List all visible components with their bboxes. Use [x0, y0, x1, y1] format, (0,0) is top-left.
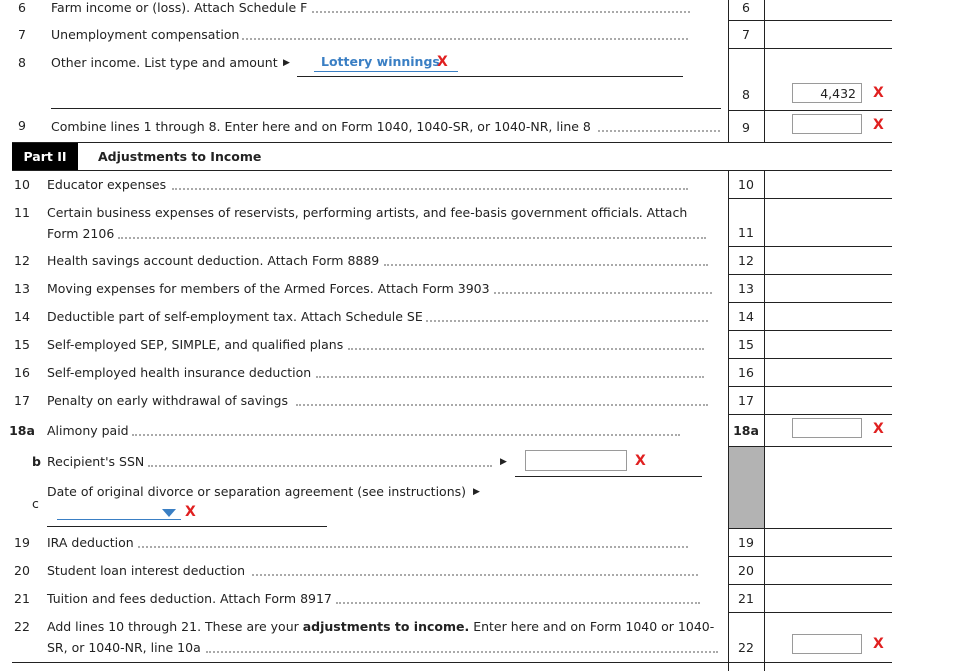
line-6-box: 6: [742, 0, 750, 15]
line-10-number: 10: [14, 177, 30, 192]
error-x-icon: X: [873, 636, 884, 652]
line-9-label: Combine lines 1 through 8. Enter here and on Form 1040, 1040-SR, or 1040-NR, line 8: [51, 119, 591, 134]
line-22-box: 22: [738, 640, 754, 655]
divider: [728, 274, 892, 275]
recipient-ssn-input[interactable]: [525, 450, 627, 471]
leader-dots: [118, 237, 706, 239]
line-11-box: 11: [738, 225, 754, 240]
divider: [728, 48, 892, 49]
line-13-number: 13: [14, 281, 30, 296]
divider: [728, 358, 892, 359]
line-15-box: 15: [738, 337, 754, 352]
line-12-box: 12: [738, 253, 754, 268]
divider: [728, 584, 892, 585]
line-17-number: 17: [14, 393, 30, 408]
part-divider: [12, 170, 892, 171]
leader-dots: [494, 292, 712, 294]
line-21-number: 21: [14, 591, 30, 606]
error-x-icon: X: [873, 117, 884, 133]
line-17-box: 17: [738, 393, 754, 408]
line-11-label: Certain business expenses of reservists, performing artists, and fee-basis government officials. Attach: [47, 205, 688, 220]
line-14-number: 14: [14, 309, 30, 324]
part-divider: [12, 142, 892, 143]
line-19-label: IRA deduction: [47, 535, 134, 550]
line-13-box: 13: [738, 281, 754, 296]
shaded-box: [729, 447, 764, 528]
line-14-label: Deductible part of self-employment tax. Attach Schedule SE: [47, 309, 423, 324]
line-21-box: 21: [738, 591, 754, 606]
ssn-underline: [515, 476, 702, 477]
error-x-icon: X: [873, 421, 884, 437]
line-17-label: Penalty on early withdrawal of savings: [47, 393, 289, 408]
line-14-box: 14: [738, 309, 754, 324]
line-15-label: Self-employed SEP, SIMPLE, and qualified plans: [47, 337, 344, 352]
line-20-number: 20: [14, 563, 30, 578]
line-8-label: Other income. List type and amount: [51, 55, 278, 70]
leader-dots: [348, 348, 704, 350]
divider: [728, 386, 892, 387]
line-19-box: 19: [738, 535, 754, 550]
line-18a-number: 18a: [9, 423, 35, 438]
line-8-number: 8: [18, 55, 26, 70]
line-8-box: 8: [742, 87, 750, 102]
date-underline: [47, 526, 327, 527]
line-21-label: Tuition and fees deduction. Attach Form 8917: [47, 591, 332, 606]
line-22-amount-input[interactable]: [792, 634, 862, 654]
arrow-right-icon: ▶: [473, 487, 480, 497]
leader-dots: [242, 38, 688, 40]
divider: [728, 414, 892, 415]
other-income-type-link[interactable]: Lottery winnings: [321, 54, 440, 69]
divider: [728, 446, 892, 447]
error-x-icon: X: [437, 54, 448, 70]
line-18a-label: Alimony paid: [47, 423, 129, 438]
link-underline: [314, 71, 458, 72]
divider: [12, 662, 892, 663]
line-18c-label: Date of original divorce or separation agreement (see instructions): [47, 484, 467, 499]
error-x-icon: X: [635, 453, 646, 469]
line-22-label-cont: SR, or 1040-NR, line 10a: [47, 640, 201, 655]
error-x-icon: X: [873, 85, 884, 101]
line-15-number: 15: [14, 337, 30, 352]
amount-column-border: [764, 0, 765, 142]
leader-dots: [426, 320, 708, 322]
part-tag: Part II: [12, 143, 78, 170]
line-16-box: 16: [738, 365, 754, 380]
line-18b-label: Recipient's SSN: [47, 454, 145, 469]
line-16-number: 16: [14, 365, 30, 380]
line-18a-box: 18a: [733, 423, 759, 438]
leader-dots: [312, 11, 690, 13]
error-x-icon: X: [185, 504, 196, 520]
line-20-box: 20: [738, 563, 754, 578]
divider: [728, 302, 892, 303]
leader-dots: [252, 574, 698, 576]
other-income-line: [297, 76, 683, 77]
line-11-number: 11: [14, 205, 30, 220]
line-18a-amount-input[interactable]: [792, 418, 862, 438]
line-9-number: 9: [18, 118, 26, 133]
divider: [728, 612, 892, 613]
line-7-number: 7: [18, 27, 26, 42]
leader-dots: [296, 404, 708, 406]
line-6-number: 6: [18, 0, 26, 15]
arrow-right-icon: ▶: [283, 58, 290, 68]
chevron-down-icon[interactable]: [162, 509, 176, 517]
line-13-label: Moving expenses for members of the Armed Forces. Attach Form 3903: [47, 281, 490, 296]
line-6-label: Farm income or (loss). Attach Schedule F: [51, 0, 308, 15]
line-9-box: 9: [742, 120, 750, 135]
leader-dots: [598, 130, 720, 132]
divider: [728, 110, 892, 111]
leader-dots: [132, 434, 680, 436]
line-10-label: Educator expenses: [47, 177, 167, 192]
leader-dots: [316, 376, 704, 378]
leader-dots: [336, 602, 700, 604]
line-7-label: Unemployment compensation: [51, 27, 240, 42]
other-income-line-2: [51, 108, 721, 109]
line-20-label: Student loan interest deduction: [47, 563, 246, 578]
line-22-number: 22: [14, 619, 30, 634]
line-12-number: 12: [14, 253, 30, 268]
leader-dots: [138, 546, 688, 548]
line-12-label: Health savings account deduction. Attach Form 8889: [47, 253, 380, 268]
line-22-text-bold: adjustments to income.: [302, 619, 470, 634]
line-7-box: 7: [742, 27, 750, 42]
divider: [728, 246, 892, 247]
line-16-label: Self-employed health insurance deduction: [47, 365, 312, 380]
line-10-box: 10: [738, 177, 754, 192]
line-22-text-pre: Add lines 10 through 21. These are your: [47, 619, 303, 634]
leader-dots: [172, 188, 688, 190]
divider: [728, 20, 892, 21]
leader-dots: [206, 651, 718, 653]
line-9-amount-input[interactable]: [792, 114, 862, 134]
part-title: Adjustments to Income: [98, 149, 262, 164]
line-11-label-cont: Form 2106: [47, 226, 115, 241]
line-22-text-post: Enter here and on Form 1040 or 1040-: [469, 619, 715, 634]
line-18b-letter: b: [32, 454, 41, 469]
line-22-label: [47, 619, 714, 634]
line-8-amount-input[interactable]: 4,432: [792, 83, 862, 103]
divider: [728, 528, 892, 529]
arrow-right-icon: ▶: [500, 457, 507, 467]
line-19-number: 19: [14, 535, 30, 550]
leader-dots: [148, 465, 492, 467]
divider: [728, 330, 892, 331]
leader-dots: [384, 264, 708, 266]
divider: [728, 198, 892, 199]
line-18c-letter: c: [32, 496, 39, 511]
divider: [728, 556, 892, 557]
